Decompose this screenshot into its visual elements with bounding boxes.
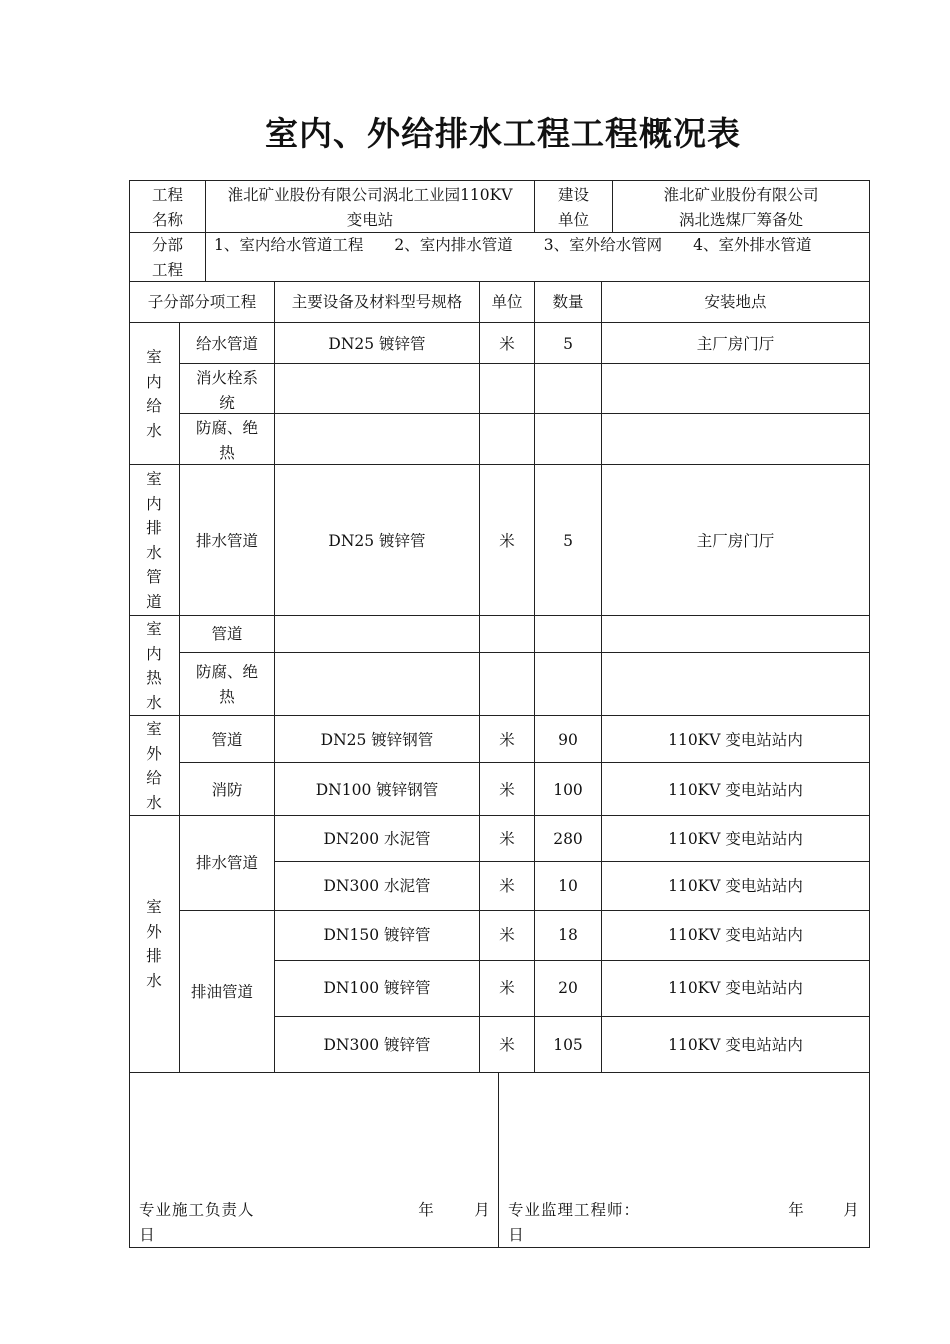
table-border-bottom [129,1247,870,1248]
table-row-unit: 米 [499,335,515,353]
col-divider [534,281,535,1073]
project-name-label: 工程 名称 [151,186,183,229]
table-border-right [869,180,870,1248]
supervisor-day: 日 [508,1226,524,1244]
row-divider [129,1072,870,1073]
table-row-unit: 米 [499,979,515,997]
group-label-indoor-hot-water: 室 内 热 水 [146,620,162,712]
table-row-spec: DN25 镀锌管 [328,532,426,550]
construction-lead-day: 日 [139,1226,155,1244]
table-row-item: 防腐、绝 热 [195,663,258,706]
row-divider [129,281,870,282]
table-row-unit: 米 [499,1036,515,1054]
table-row-qty: 280 [553,830,583,848]
row-divider [129,322,870,323]
table-row-location: 主厂房门厅 [696,335,775,353]
construction-lead-year: 年 [418,1201,434,1219]
table-row-item: 排水管道 [195,854,258,872]
table-row-spec: DN100 镀锌钢管 [315,781,439,799]
row-divider [274,1016,870,1017]
col-divider [601,281,602,1073]
col-header-unit: 单位 [491,293,523,311]
construction-lead-label: 专业施工负责人 [139,1201,255,1219]
col-divider [479,281,480,1073]
project-name-value: 淮北矿业股份有限公司涡北工业园110KV 变电站 [227,186,513,229]
col-divider [274,322,275,1073]
table-row-item: 管道 [211,625,243,643]
table-row-unit: 米 [499,731,515,749]
row-divider [179,652,870,653]
table-border-left [129,180,130,1248]
table-row-qty: 100 [553,781,583,799]
table-row-item: 防腐、绝 热 [195,419,258,462]
group-label-indoor-drain: 室 内 排 水 管 道 [146,470,162,611]
row-divider [179,363,870,364]
table-row-item: 消防 [211,781,243,799]
group-label-outdoor-supply: 室 外 给 水 [146,720,162,812]
col-header-location: 安装地点 [704,293,767,311]
table-row-spec: DN300 水泥管 [323,877,431,895]
row-divider [274,861,870,862]
footer-divider [498,1072,499,1248]
table-row-location: 110KV 变电站站内 [668,781,803,799]
table-row-qty: 5 [563,335,573,353]
table-row-location: 110KV 变电站站内 [668,926,803,944]
subsection-items: 1、室内给水管道工程 2、室内排水管道 3、室外给水管网 4、室外排水管道 [214,236,812,254]
table-row-spec: DN25 镀锌管 [328,335,426,353]
table-row-item: 管道 [211,731,243,749]
page-title: 室内、外给排水工程工程概况表 [265,114,741,153]
construction-lead-month: 月 [474,1201,490,1219]
row-divider [129,715,870,716]
table-border-top [129,180,870,181]
table-row-unit: 米 [499,532,515,550]
col-header-sub-item: 子分部分项工程 [147,293,257,311]
table-row-location: 110KV 变电站站内 [668,1036,803,1054]
row-divider [129,615,870,616]
table-row-spec: DN100 镀锌管 [323,979,431,997]
col-header-qty: 数量 [552,293,584,311]
subsection-label: 分部 工程 [151,236,183,279]
table-row-qty: 20 [558,979,578,997]
table-row-qty: 10 [558,877,578,895]
supervisor-month: 月 [843,1201,859,1219]
table-row-location: 主厂房门厅 [696,532,775,550]
table-row-item: 排水管道 [195,532,258,550]
table-row-location: 110KV 变电站站内 [668,979,803,997]
row-divider [179,762,870,763]
table-row-unit: 米 [499,781,515,799]
group-label-outdoor-drain: 室 外 排 水 [146,898,162,990]
table-row-item: 排油管道 [190,983,253,1001]
row-divider [129,815,870,816]
table-row-item: 消火栓系 统 [195,369,258,412]
table-row-qty: 18 [558,926,578,944]
table-row-location: 110KV 变电站站内 [668,731,803,749]
row-divider [179,910,870,911]
table-row-spec: DN200 水泥管 [323,830,431,848]
table-row-location: 110KV 变电站站内 [668,877,803,895]
table-row-spec: DN25 镀锌钢管 [320,731,434,749]
table-row-item: 给水管道 [195,335,258,353]
table-row-unit: 米 [499,926,515,944]
group-label-indoor-supply: 室 内 给 水 [146,348,162,440]
table-row-location: 110KV 变电站站内 [668,830,803,848]
table-row-qty: 5 [563,532,573,550]
supervisor-year: 年 [788,1201,804,1219]
row-divider [274,960,870,961]
table-row-spec: DN150 镀锌管 [323,926,431,944]
table-row-unit: 米 [499,877,515,895]
row-divider [179,413,870,414]
builder-value: 淮北矿业股份有限公司 涡北选煤厂筹备处 [663,186,819,229]
supervisor-label: 专业监理工程师： [508,1201,641,1219]
builder-label: 建设 单位 [557,186,589,229]
table-row-unit: 米 [499,830,515,848]
table-row-qty: 90 [558,731,578,749]
table-row-spec: DN300 镀锌管 [323,1036,431,1054]
col-header-spec: 主要设备及材料型号规格 [291,293,463,311]
table-row-qty: 105 [553,1036,583,1054]
